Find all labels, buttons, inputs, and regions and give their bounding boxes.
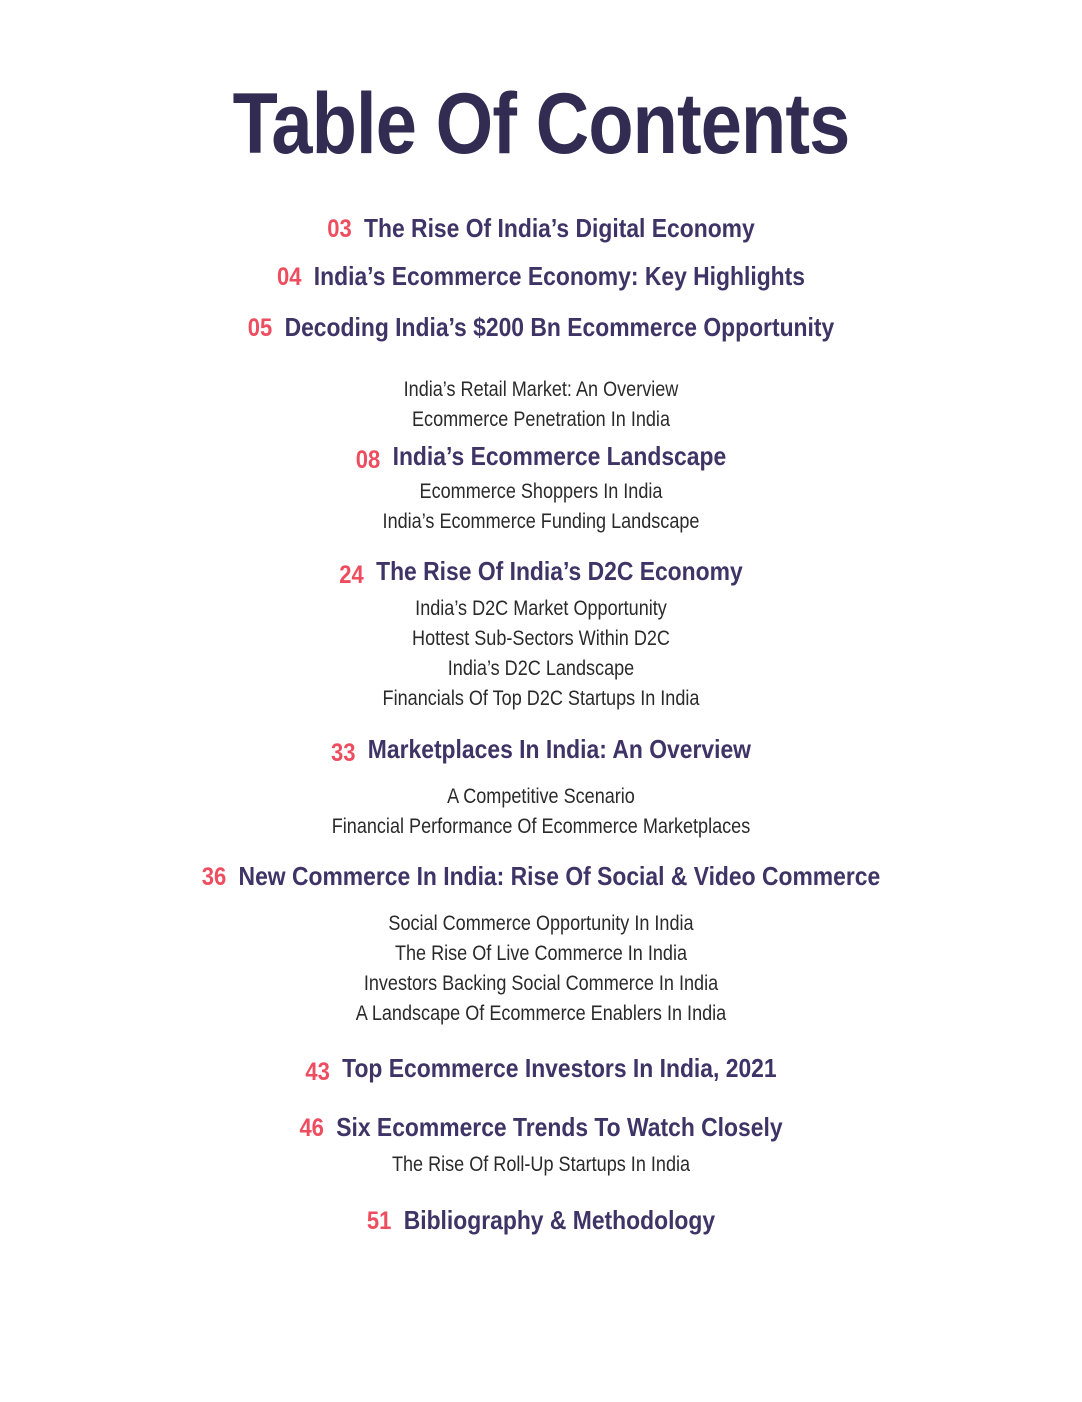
toc-section-new-commerce[interactable] — [0, 856, 1082, 1029]
toc-section-marketplaces[interactable] — [0, 729, 1082, 842]
section-title[interactable]: Six Ecommerce Trends To Watch Closely — [336, 1112, 783, 1142]
section-heading[interactable] — [65, 1200, 1017, 1240]
section-title[interactable]: The Rise Of India’s D2C Economy — [376, 556, 743, 586]
section-title[interactable]: The Rise Of India’s Digital Economy — [364, 213, 755, 243]
subsection-item[interactable]: A Competitive Scenario — [447, 785, 635, 808]
subsection-item[interactable]: A Landscape Of Ecommerce Enablers In India — [355, 1002, 727, 1025]
subsection-item[interactable]: Financials Of Top D2C Startups In India — [382, 687, 700, 710]
section-heading[interactable] — [65, 551, 1017, 591]
section-heading[interactable] — [65, 856, 1017, 896]
subsection-item[interactable]: Social Commerce Opportunity In India — [388, 912, 694, 935]
section-page-number: 33 — [331, 739, 356, 767]
section-title[interactable]: Top Ecommerce Investors In India, 2021 — [342, 1053, 777, 1083]
section-page-number: 04 — [277, 263, 302, 291]
section-page-number: 36 — [201, 863, 227, 891]
toc-section-rise-digital-economy[interactable] — [0, 208, 1082, 248]
subsection-item[interactable]: India’s Retail Market: An Overview — [403, 378, 679, 401]
subsection-list — [0, 594, 1082, 714]
section-title[interactable]: Marketplaces In India: An Overview — [367, 734, 751, 764]
section-page-number: 46 — [299, 1114, 324, 1142]
subsection-list — [0, 477, 1082, 537]
toc-section-ecommerce-trends[interactable] — [0, 1107, 1082, 1180]
subsection-item[interactable]: Ecommerce Shoppers In India — [419, 480, 663, 503]
section-page-number: 24 — [339, 561, 364, 589]
subsection-item[interactable]: India’s D2C Landscape — [447, 657, 635, 680]
subsection-list — [0, 909, 1082, 1029]
section-heading[interactable] — [65, 729, 1017, 769]
subsection-list — [0, 782, 1082, 842]
page-title: Table Of Contents — [232, 76, 850, 172]
toc-section-d2c-economy[interactable] — [0, 551, 1082, 714]
section-title[interactable]: Decoding India’s $200 Bn Ecommerce Opportunity — [284, 312, 835, 342]
section-page-number: 51 — [366, 1207, 392, 1235]
subsection-item[interactable]: India’s D2C Market Opportunity — [415, 597, 667, 620]
subsection-item[interactable]: Financial Performance Of Ecommerce Marketplaces — [331, 815, 751, 838]
subsection-item[interactable]: Hottest Sub-Sectors Within D2C — [412, 627, 670, 650]
section-heading[interactable] — [65, 256, 1017, 296]
section-title[interactable]: Bibliography & Methodology — [403, 1205, 716, 1235]
subsection-list — [0, 1150, 1082, 1180]
toc-section-ecommerce-highlights[interactable] — [0, 256, 1082, 296]
section-heading[interactable] — [65, 436, 1017, 476]
subsection-item[interactable]: Ecommerce Penetration In India — [412, 408, 670, 431]
section-page-number: 03 — [327, 215, 352, 243]
section-title[interactable]: India’s Ecommerce Landscape — [392, 441, 727, 471]
section-page-number: 43 — [305, 1058, 330, 1086]
section-page-number: 08 — [355, 446, 381, 474]
section-heading[interactable] — [65, 1107, 1017, 1147]
subsection-item[interactable]: The Rise Of Live Commerce In India — [394, 942, 688, 965]
subsection-list — [0, 375, 1082, 435]
section-page-number: 05 — [247, 314, 273, 342]
subsection-item[interactable]: The Rise Of Roll-Up Startups In India — [391, 1153, 691, 1176]
toc-section-ecommerce-landscape[interactable] — [0, 436, 1082, 537]
section-heading[interactable] — [65, 208, 1017, 248]
toc-section-decoding-opportunity[interactable] — [0, 307, 1082, 435]
toc-section-top-investors[interactable] — [0, 1048, 1082, 1088]
subsection-item[interactable]: Investors Backing Social Commerce In India — [363, 972, 719, 995]
subsection-item[interactable]: India’s Ecommerce Funding Landscape — [382, 510, 700, 533]
section-heading[interactable] — [65, 1048, 1017, 1088]
section-title[interactable]: India’s Ecommerce Economy: Key Highlights — [313, 261, 805, 291]
section-title[interactable]: New Commerce In India: Rise Of Social & Video Commerce — [238, 861, 881, 891]
section-heading[interactable] — [65, 307, 1017, 347]
toc-section-bibliography[interactable] — [0, 1200, 1082, 1240]
